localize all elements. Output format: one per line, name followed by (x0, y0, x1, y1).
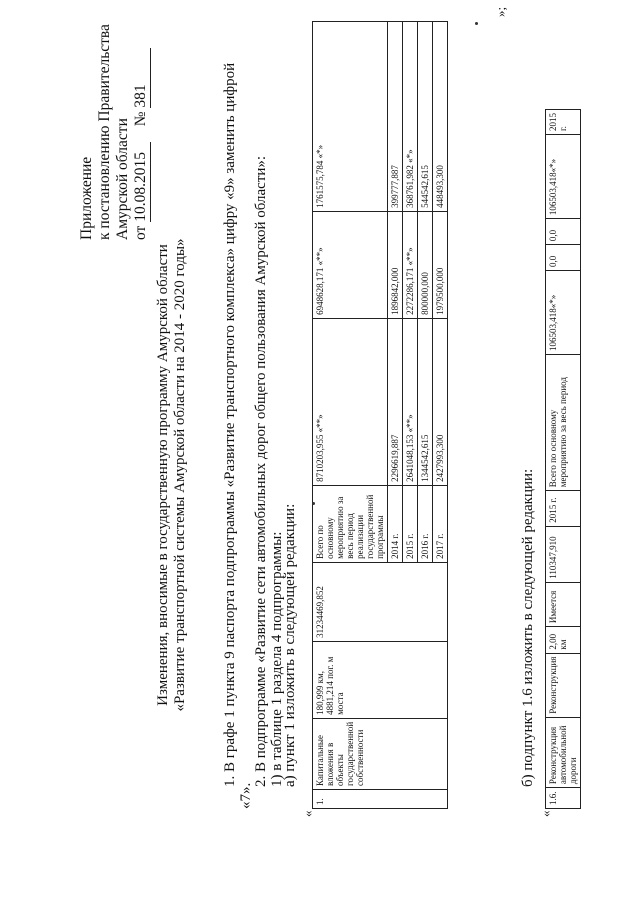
item-value: 110347,910 (546, 526, 581, 582)
document-title: Изменения, вносимые в государственную программу Амурской области «Развитие транспортной системы Амурской области на 2014 - 2020 годы» (155, 238, 188, 712)
quote-close-mark: »; (493, 6, 508, 17)
row-value-1: 106503,418«*» (546, 270, 581, 354)
row-value-1: 8710203,955 «**» (313, 318, 388, 485)
row-value-2: 2272286,171 «**» (403, 211, 418, 318)
appendix-date-line (132, 24, 151, 240)
date-value: 10.08.2015 (132, 142, 151, 222)
row-value-1: 2296619,887 (388, 318, 403, 485)
scan-speck (475, 22, 478, 25)
row-value-2: 800000,000 (418, 211, 433, 318)
row-value-3: 448493,300 (433, 22, 448, 212)
row-value-2: 0,0 (546, 245, 581, 271)
item-scope: 180,999 км, 4881,214 пог. м моста (313, 641, 448, 718)
item-number: 1. (313, 790, 448, 809)
scan-speck (312, 502, 315, 505)
item-number: 1.6. (546, 788, 581, 809)
row-label: 2017 г. (433, 485, 448, 562)
row-label: Всего по основному мероприятию за весь период реализации государственной программы (313, 485, 388, 562)
item-name: Капитальные вложения в объекты государственной собственности (313, 718, 448, 789)
table-item-1-6 (545, 109, 581, 809)
row-value-1: 2427993,300 (433, 318, 448, 485)
row-value-1: 1344542,615 (418, 318, 433, 485)
item-year: 2015 г. (546, 491, 581, 527)
row-value-5: 2015 г. (546, 110, 581, 135)
row-value-2: 6948628,171 «**» (313, 211, 388, 318)
row-value-3: 0,0 (546, 219, 581, 245)
appendix-header (78, 24, 151, 240)
row-value-2: 1979500,000 (433, 211, 448, 318)
table-row (546, 110, 581, 809)
number-value: 381 (132, 48, 151, 108)
quote-open-mark: « (300, 810, 315, 817)
date-prefix: от (132, 225, 149, 240)
paragraph-3: б) подпункт 1.6 изложить в следующей редакции: (520, 468, 536, 787)
table-row (313, 22, 388, 809)
row-label: 2015 г. (403, 485, 418, 562)
row-label: 2016 г. (418, 485, 433, 562)
row-value-3: 368761,982 «*» (403, 22, 418, 212)
row-label: 2014 г. (388, 485, 403, 562)
paragraph-1: 1. В графе 1 пункта 9 паспорта подпрограммы «Развитие транспортного комплекса» цифру «9» заменить цифрой (222, 62, 238, 787)
paragraph-2-a: а) пункт 1 изложить в следующей редакции: (282, 503, 298, 787)
appendix-line-3: Амурской области (114, 118, 131, 240)
quote-open-mark-2: « (538, 810, 553, 817)
item-length: 2,00 км (546, 627, 581, 653)
row-value-3: 544542,615 (418, 22, 433, 212)
row-value-1: 2641048,153 «**» (403, 318, 418, 485)
row-value-3: 399777,887 (388, 22, 403, 212)
item-total: 31234469,852 (313, 562, 448, 641)
appendix-line-1: Приложение (78, 156, 95, 240)
item-status: Имеется (546, 582, 581, 626)
row-value-2: 1896842,000 (388, 211, 403, 318)
row-label: Всего по основному мероприятию за весь период (546, 355, 581, 491)
number-prefix: № (132, 111, 149, 127)
row-value-4: 106503,418«*» (546, 135, 581, 219)
item-name: Реконструкция автомобильной дороги (546, 717, 581, 787)
paragraph-1-tail: «7». (238, 782, 254, 809)
table-item-1 (312, 21, 448, 809)
paragraph-2: 2. В подпрограмме «Развитие сети автомобильных дорог общего пользования Амурской области»: (253, 155, 269, 787)
appendix-line-2: к постановлению Правительства (96, 24, 113, 240)
paragraph-2-1: 1) в таблице 1 раздела 4 подпрограммы: (269, 531, 285, 787)
row-value-3: 1761575,784 «*» (313, 22, 388, 212)
item-type: Реконструкция (546, 653, 581, 717)
